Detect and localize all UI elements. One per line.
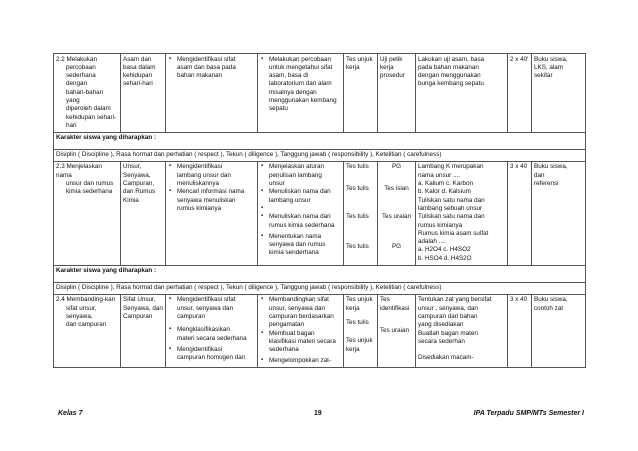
karakter-heading: Karakter siswa yang diharapkan : <box>54 132 586 149</box>
list-item: ▪ Mengidentifikasi campuran homogen dan <box>177 346 255 363</box>
kegiatan-cell <box>258 294 344 367</box>
instrumen-cell: Lambang K merupakan nama unsur .... a. Kalium c. Karbon b. Kalor d. Kalsium Tuliskan satu nama dan lambang sebuah unsur Tuliskan satu nama dan rumus kimianya Rumus kimia asam sulfat adalah .... a. H2O4 c. H4SO2 b. HSO4 d. H4S2O <box>416 161 508 265</box>
instrumen-cell: Tentukan zat yang bersifat unsur , senyawa, dan campuran dari bahan yang disediakan Buatlah bagan materi secara sederhan Disediakan macam- <box>416 294 508 367</box>
karakter-text: Disiplin ( Discipline ), Rasa hormat dan perhatian ( respect ), Tekun ( diligence ), Tanggung jawab ( responsibility ), Ketelitian ( carefulness) <box>54 282 586 294</box>
list-item: ▪ Menjelaskan aturan penulisan lambang unsur <box>269 163 341 188</box>
page-number: 19 <box>314 410 322 417</box>
materi-cell: Sifat Unsur, Senyawa, dan Campuran <box>121 294 166 367</box>
list-item: ▪ Melakukan percobaan untuk mengetahui sifat asam, basa di laboratorium dan alam misalnya dengan menggunakan kembang sepatu <box>269 56 341 114</box>
teknik-cell: Tes unjuk kerja <box>344 54 378 133</box>
sumber-cell: Buku siswa, contoh zat <box>532 294 586 367</box>
bentuk-cell: Tes identifikasi Tes uraian <box>378 294 416 367</box>
kegiatan-cell <box>258 54 344 133</box>
list-item: ▪ Membandingkan sifat unsur, senyawa dan campuran berdasarkan pengamatan <box>269 296 341 329</box>
list-item: ▪ Mencari informasi nama senyawa menuliskan rumus kimianya <box>177 188 255 213</box>
indikator-cell <box>166 54 258 133</box>
bentuk-cell: PG Tes isian Tes uraian PG <box>378 161 416 265</box>
list-item: ▪ Mengidentifikasi sifat asam dan basa pada bahan makanan <box>177 56 255 81</box>
kompetensi-cell: 2.3 Menjelaskan nama unsur dan rumus kimia sederhana <box>54 161 121 265</box>
list-item: ▪ Mengelompokkan zat- <box>269 357 341 365</box>
teknik-cell: Tes tulis Tes tulis Tes tulis Tes tulis <box>344 161 378 265</box>
waktu-cell: 3 x 40 <box>508 294 532 367</box>
footer-class-label: Kelas 7 <box>58 410 83 417</box>
table-row-2-2 <box>54 54 586 133</box>
list-item: ▪ Menuliskan nama dan lambang unsur <box>269 188 341 205</box>
indikator-cell <box>166 294 258 367</box>
list-item <box>269 205 341 213</box>
teknik-cell: Tes unjuk kerja Tes tulis Tes unjuk kerja <box>344 294 378 367</box>
list-item: ▪ Mengidentifikasi sifat unsur, senyawa dan campuran <box>177 296 255 321</box>
instrumen-cell: Lakukan uji asam, basa pada bahan makanan dengan menggunakan bunga kembang sepatu <box>416 54 508 133</box>
karakter-text: Disiplin ( Discipline ), Rasa hormat dan perhatian ( respect ), Tekun ( diligence ), Tanggung jawab ( responsibility ), Ketelitian ( carefulness) <box>54 149 586 161</box>
materi-cell: Unsur, Senyawa, Campuran, dan Rumus Kimia <box>121 161 166 265</box>
table-row-2-3 <box>54 161 586 265</box>
sumber-cell: Buku siswa, dan referensi <box>532 161 586 265</box>
karakter-heading: Karakter siswa yang diharapkan : <box>54 265 586 282</box>
waktu-cell: 2 x 40' <box>508 54 532 133</box>
list-item: ▪ Membuat bagan klasifikasi materi secara sederhana <box>269 330 341 355</box>
waktu-cell: 3 x 40 <box>508 161 532 265</box>
footer-book-title: IPA Terpadu SMP/MTs Semester I <box>473 410 584 417</box>
sumber-cell: Buku siswa, LKS, alam sekitar <box>532 54 586 133</box>
list-item: ▪ Mengklasifikasikan materi secara sederhana <box>177 326 255 343</box>
list-item: ▪ Mengidentifikasi lambang unsur dan menuliskannya <box>177 163 255 188</box>
kompetensi-cell: 2.4 Membanding-kan sifat unsur, senyawa, dan campuran <box>54 294 121 367</box>
indikator-cell <box>166 161 258 265</box>
list-item: ▪ Menentukan nama senyawa dan rumus kimia senderhana <box>269 233 341 258</box>
materi-cell: Asam dan basa dalam kehidupan sehari-hari <box>121 54 166 133</box>
syllabus-table <box>53 53 586 368</box>
list-item: ▪ Menuliskan nama dan rumus kimia sederhana <box>269 213 341 230</box>
page-footer <box>58 410 584 422</box>
kompetensi-cell: 2.2 Melakukan percobaan sederhana dengan bahan-bahan yang diperoleh dalam kehidupan sehari- hari <box>54 54 121 133</box>
kegiatan-cell <box>258 161 344 265</box>
table-row-2-4 <box>54 294 586 367</box>
bentuk-cell: Uji petik kerja prosedur <box>378 54 416 133</box>
